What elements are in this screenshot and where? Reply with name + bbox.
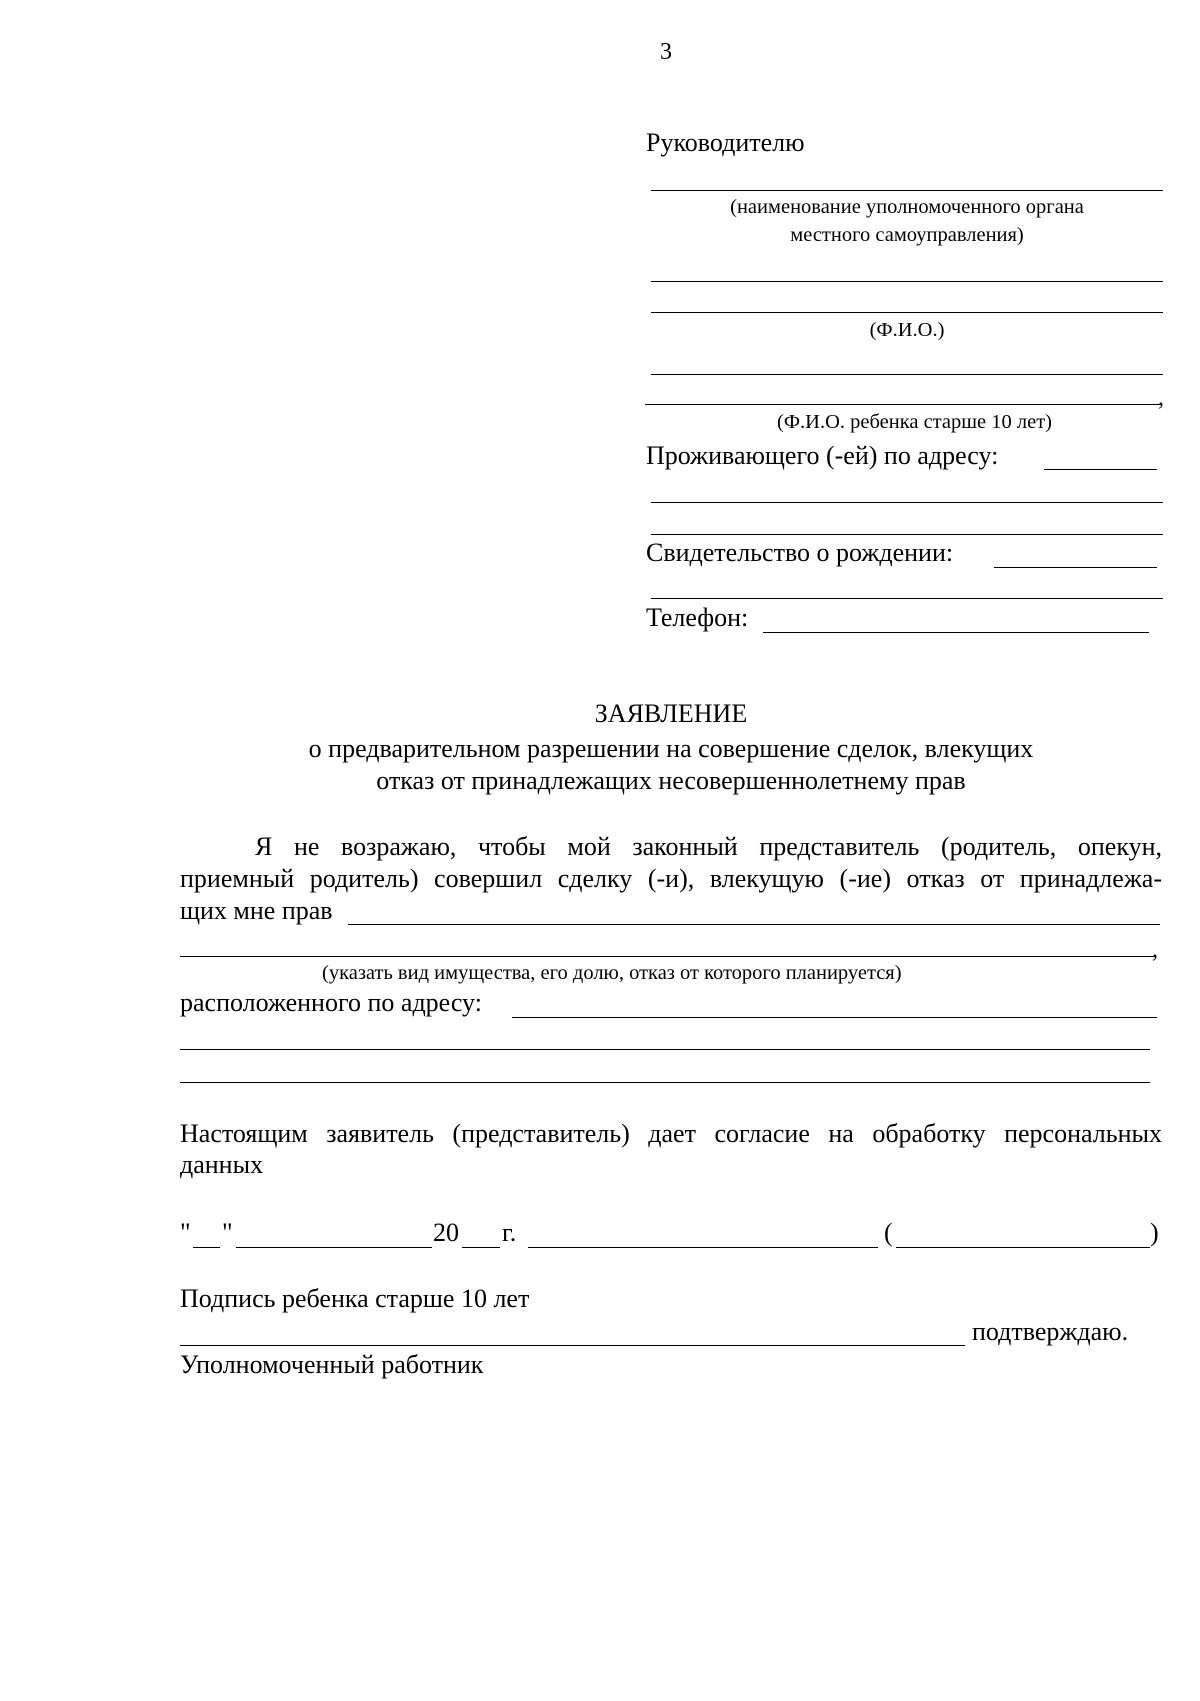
month-field[interactable]	[236, 1247, 432, 1248]
child-fio-field-1[interactable]	[651, 374, 1163, 375]
date-quote-close: "	[222, 1218, 233, 1247]
fio-field-2[interactable]	[651, 312, 1163, 313]
body-line-2: приемный родитель) совершил сделку (-и), влекущую (-ие) отказ от принадлежа-	[180, 864, 1162, 893]
phone-label: Телефон:	[646, 603, 749, 632]
located-field-3[interactable]	[180, 1082, 1150, 1083]
body-line-1: Я не возражаю, чтобы мой законный представитель (родитель, опекун,	[255, 832, 1162, 861]
page-number: 3	[660, 39, 672, 65]
rights-field-2[interactable]	[180, 956, 1154, 957]
child-signature-label: Подпись ребенка старше 10 лет	[180, 1284, 530, 1313]
birth-cert-label: Свидетельство о рождении:	[646, 538, 954, 567]
body-line-3: щих мне прав	[180, 896, 333, 925]
paren-open: (	[884, 1218, 893, 1247]
body-comma: ,	[1152, 937, 1158, 963]
document-title: ЗАЯВЛЕНИЕ	[594, 699, 748, 728]
address-field-inline[interactable]	[1044, 469, 1157, 470]
applicant-signature-field[interactable]	[528, 1247, 878, 1248]
paren-close: )	[1150, 1218, 1159, 1247]
fio-caption: (Ф.И.О.)	[869, 319, 945, 341]
address-field-3[interactable]	[651, 534, 1163, 535]
child-signature-field[interactable]	[180, 1345, 965, 1346]
consent-line-2: данных	[180, 1150, 264, 1179]
year-field[interactable]	[462, 1247, 500, 1248]
authorized-employee-label: Уполномоченный работник	[180, 1350, 484, 1379]
addressee-to: Руководителю	[646, 128, 805, 157]
consent-line-1: Настоящим заявитель (представитель) дает согласие на обработку персональных	[180, 1119, 1162, 1148]
birth-cert-field-2[interactable]	[651, 598, 1163, 599]
child-comma: ,	[1158, 385, 1164, 411]
phone-field[interactable]	[763, 632, 1149, 633]
date-quote-open: "	[180, 1218, 191, 1247]
organ-caption-2: местного самоуправления)	[790, 224, 1024, 246]
birth-cert-field-inline[interactable]	[994, 567, 1157, 568]
rights-field-inline[interactable]	[348, 924, 1160, 925]
document-subtitle-2: отказ от принадлежащих несовершеннолетнему прав	[376, 766, 966, 795]
organ-caption-1: (наименование уполномоченного органа	[730, 196, 1084, 218]
confirm-text: подтверждаю.	[972, 1317, 1129, 1346]
year-suffix: г.	[502, 1218, 517, 1247]
day-field[interactable]	[193, 1247, 220, 1248]
document-subtitle-1: о предварительном разрешении на совершение сделок, влекущих	[308, 734, 1034, 763]
child-caption: (Ф.И.О. ребенка старше 10 лет)	[777, 411, 1052, 433]
child-fio-field-2[interactable]	[645, 404, 1160, 405]
fio-field-1[interactable]	[651, 281, 1163, 282]
property-caption: (указать вид имущества, его долю, отказ от которого планируется)	[322, 962, 902, 984]
address-label: Проживающего (-ей) по адресу:	[646, 441, 999, 470]
organ-name-field[interactable]	[651, 190, 1163, 191]
located-field-inline[interactable]	[512, 1017, 1157, 1018]
located-label: расположенного по адресу:	[180, 988, 482, 1017]
signature-decoding-field[interactable]	[896, 1247, 1150, 1248]
located-field-2[interactable]	[180, 1049, 1150, 1050]
address-field-2[interactable]	[651, 502, 1163, 503]
year-prefix: 20	[433, 1218, 459, 1247]
